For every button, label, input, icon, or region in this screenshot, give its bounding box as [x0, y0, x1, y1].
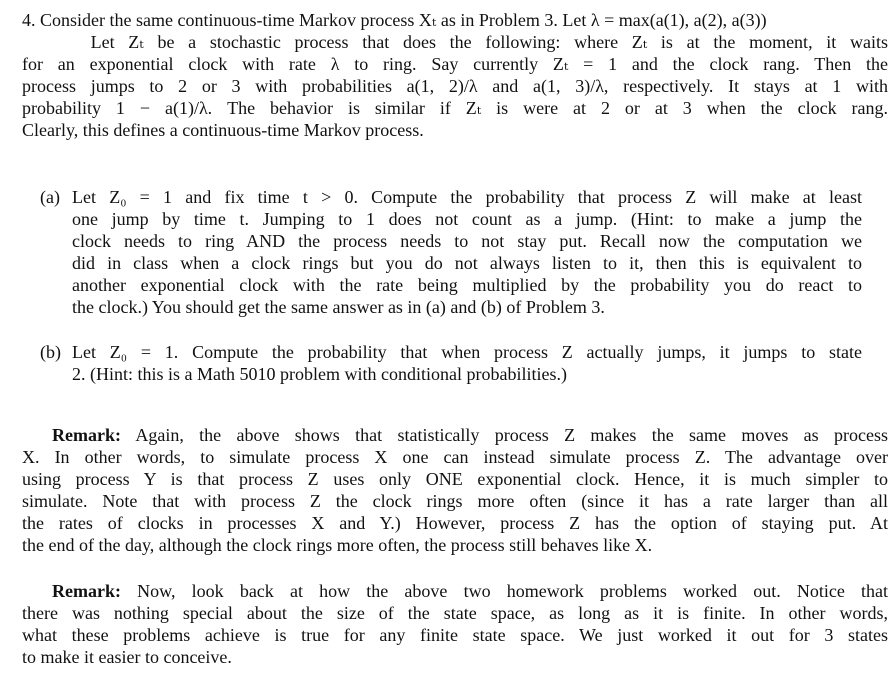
- text-line: Let Z₀ = 1. Compute the probability that when process Z actually jumps, it jumps to state: [72, 342, 862, 362]
- text-line: probability 1 − a(1)/λ. The behavior is similar if Zₜ is were at 2 or at 3 when the clock rang.: [22, 98, 888, 118]
- text-line: one jump by time t. Jumping to 1 does not count as a jump. (Hint: to make a jump the: [72, 209, 862, 229]
- remark-heading: Remark:: [52, 425, 121, 445]
- item-label: (a): [40, 187, 60, 207]
- text-line: for an exponential clock with rate λ to ring. Say currently Zₜ = 1 and the clock rang. Then the: [22, 54, 888, 74]
- problem-statement: [22, 9, 888, 141]
- text-line: 4. Consider the same continuous-time Markov process Xₜ as in Problem 3. Let λ = max(a(1), a(2), a(3)): [22, 10, 767, 30]
- text-line: did in class when a clock rings but you do not always listen to it, then this is equivalent to: [72, 253, 862, 273]
- text-line: [22, 424, 888, 446]
- text-line: clock needs to ring AND the process needs to not stay put. Recall now the computation we: [72, 231, 862, 251]
- text-line: [22, 580, 888, 602]
- text-line: the clock.) You should get the same answer as in (a) and (b) of Problem 3.: [72, 297, 605, 317]
- text-line: Clearly, this defines a continuous-time Markov process.: [22, 120, 424, 140]
- subproblem-a: [40, 186, 862, 318]
- text-line: the rates of clocks in processes X and Y.) However, process Z has the option of staying put. At: [22, 513, 888, 533]
- text-line: process jumps to 2 or 3 with probabilities a(1, 2)/λ and a(1, 3)/λ, respectively. It stays at 1 with: [22, 76, 888, 96]
- text-line: simulate. Note that with process Z the clock rings more often (since it has a rate larger than all: [22, 491, 888, 511]
- text-line: using process Y is that process Z uses only ONE exponential clock. Hence, it is much simpler to: [22, 469, 888, 489]
- text-line: X. In other words, to simulate process X one can instead simulate process Z. The advantage over: [22, 447, 888, 467]
- remark-1: [22, 424, 888, 556]
- text-line: the end of the day, although the clock rings more often, the process still behaves like X.: [22, 535, 653, 555]
- item-label: (b): [40, 342, 61, 362]
- remark-text: Now, look back at how the above two homework problems worked out. Notice that: [137, 581, 888, 601]
- text-line: there was nothing special about the size of the state space, as long as it is finite. In other words,: [22, 603, 888, 623]
- subproblem-b: [40, 341, 862, 385]
- remark-2: [22, 580, 888, 668]
- text-line: another exponential clock with the rate being multiplied by the probability you do react to: [72, 275, 862, 295]
- text-line: Let Z₀ = 1 and fix time t > 0. Compute the probability that process Z will make at least: [72, 187, 862, 207]
- text-line: Let Zₜ be a stochastic process that does the following: where Zₜ is at the moment, it waits: [22, 32, 888, 52]
- text-line: to make it easier to conceive.: [22, 647, 232, 667]
- remark-heading: Remark:: [52, 581, 121, 601]
- text-line: 2. (Hint: this is a Math 5010 problem with conditional probabilities.): [72, 364, 567, 384]
- text-line: what these problems achieve is true for any finite state space. We just worked it out for 3 states: [22, 625, 888, 645]
- remark-text: Again, the above shows that statistically process Z makes the same moves as process: [135, 425, 888, 445]
